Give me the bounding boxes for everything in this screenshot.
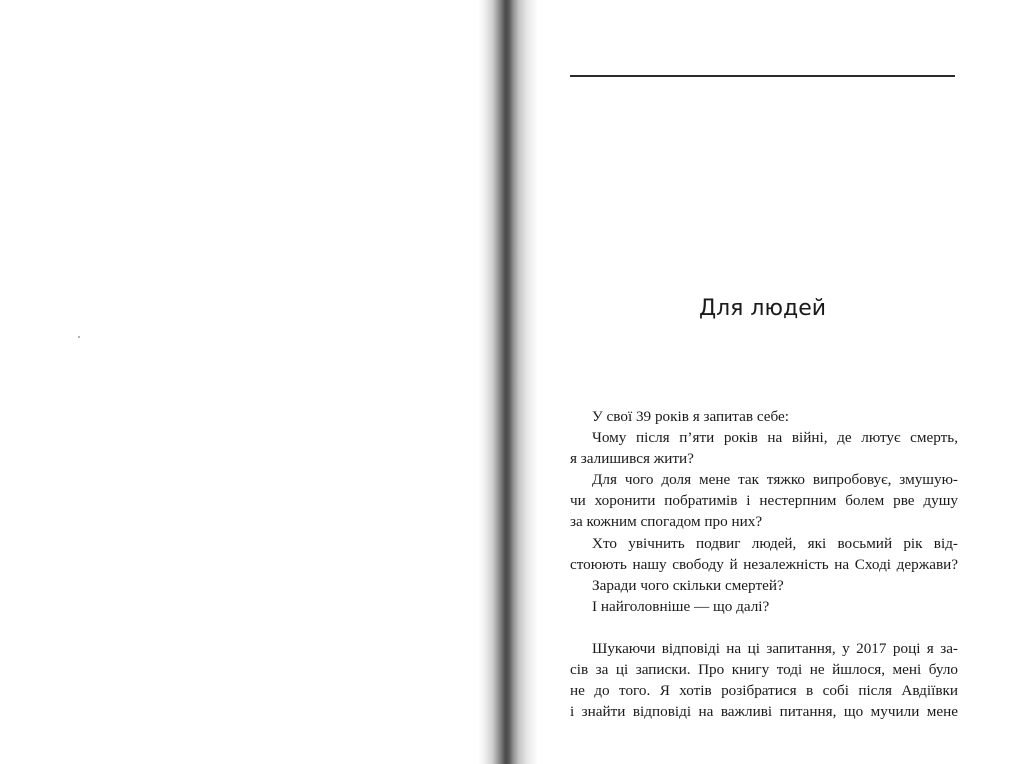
text-line: Чому після п’яти років на війні, де лютує смерть, bbox=[592, 429, 958, 447]
text-line: я залишився жити? bbox=[570, 450, 694, 468]
text-line: чи хоронити побратимів і нестерпним болем рве душу bbox=[570, 492, 958, 510]
left-page-blank bbox=[0, 0, 490, 764]
text-line: Хто увічнить подвиг людей, які восьмий рік від- bbox=[592, 534, 958, 552]
text-line: не до того. Я хотів розібратися в собі після Авдіївки bbox=[570, 682, 958, 700]
text-line: сів за ці записки. Про книгу тоді не йшлося, мені було bbox=[570, 661, 958, 679]
paragraph-block-questions bbox=[570, 406, 958, 617]
paper-speck bbox=[78, 336, 80, 338]
paragraph-gap bbox=[570, 617, 958, 638]
chapter-title: Для людей bbox=[698, 296, 827, 321]
header-rule bbox=[570, 75, 955, 77]
body-text bbox=[570, 406, 958, 722]
text-line: стоюють нашу свободу й незалежність на Сході держави? bbox=[570, 555, 958, 573]
text-line: за кожним спогадом про них? bbox=[570, 513, 763, 531]
text-line: І найголовніше — що далі? bbox=[592, 597, 770, 615]
text-line: і знайти відповіді на важливі питання, що мучили мене bbox=[570, 703, 958, 721]
text-line: У свої 39 років я запитав себе: bbox=[592, 408, 789, 425]
text-line: Для чого доля мене так тяжко випробовує, змушую- bbox=[592, 471, 958, 489]
book-gutter-shadow bbox=[478, 0, 538, 764]
text-line: Шукаючи відповіді на ці запитання, у 2017 році я за- bbox=[592, 639, 958, 657]
text-line: Заради чого скільки смертей? bbox=[592, 576, 784, 594]
paragraph-block-answers bbox=[570, 638, 958, 722]
